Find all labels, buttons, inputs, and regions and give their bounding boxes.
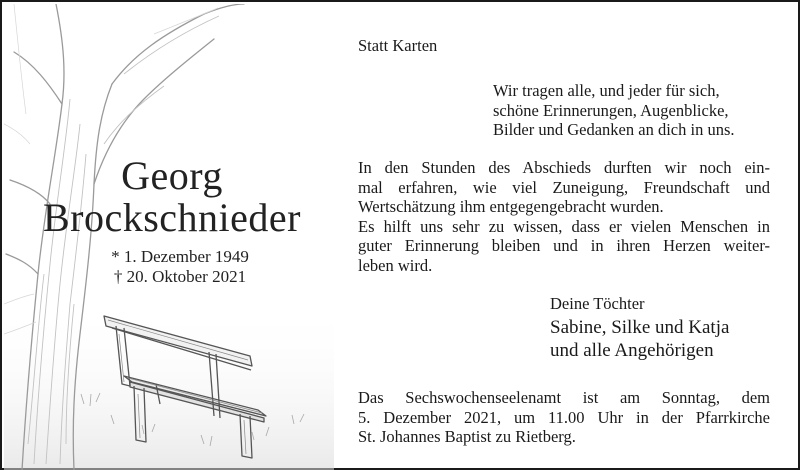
birth-date: * 1. Dezember 1949 (111, 247, 249, 266)
signature-intro: Deine Töchter (550, 294, 645, 313)
signature-names: Sabine, Silke und Katja (550, 317, 730, 338)
message-line: In den Stunden des Abschieds durften wir noch ein- (358, 158, 770, 177)
deceased-first-name: Georg (121, 153, 223, 198)
quote-line: Wir tragen alle, und jeder für sich, (493, 81, 720, 100)
service-line: 5. Dezember 2021, um 11.00 Uhr in der Pfarrkirche (358, 407, 770, 427)
memorial-service-info (358, 388, 770, 447)
message-line: mal erfahren, wie viel Zuneigung, Freundschaft und (358, 177, 770, 197)
signature-relatives: und alle Angehörigen (550, 340, 714, 361)
message-line: Es hilft uns sehr zu wissen, dass er vielen Menschen in (358, 216, 770, 236)
deceased-last-name: Brockschnieder (42, 195, 301, 240)
memorial-quote (493, 81, 783, 140)
thank-you-message (358, 158, 770, 276)
signature-block (550, 316, 729, 362)
death-date: † 20. Oktober 2021 (113, 267, 247, 286)
message-line: Wertschätzung ihm entgegengebracht wurden. (358, 197, 664, 217)
statt-karten-header: Statt Karten (358, 36, 438, 55)
service-line: St. Johannes Baptist zu Rietberg. (358, 427, 576, 447)
message-line: leben wird. (358, 255, 433, 275)
quote-line: Bilder und Gedanken an dich in uns. (493, 120, 735, 140)
message-line: guter Erinnerung bleiben und in ihren Herzen weiter- (358, 236, 770, 256)
service-line: Das Sechswochenseelenamt ist am Sonntag, dem (358, 388, 770, 407)
quote-line: schöne Erinnerungen, Augenblicke, (493, 100, 729, 120)
